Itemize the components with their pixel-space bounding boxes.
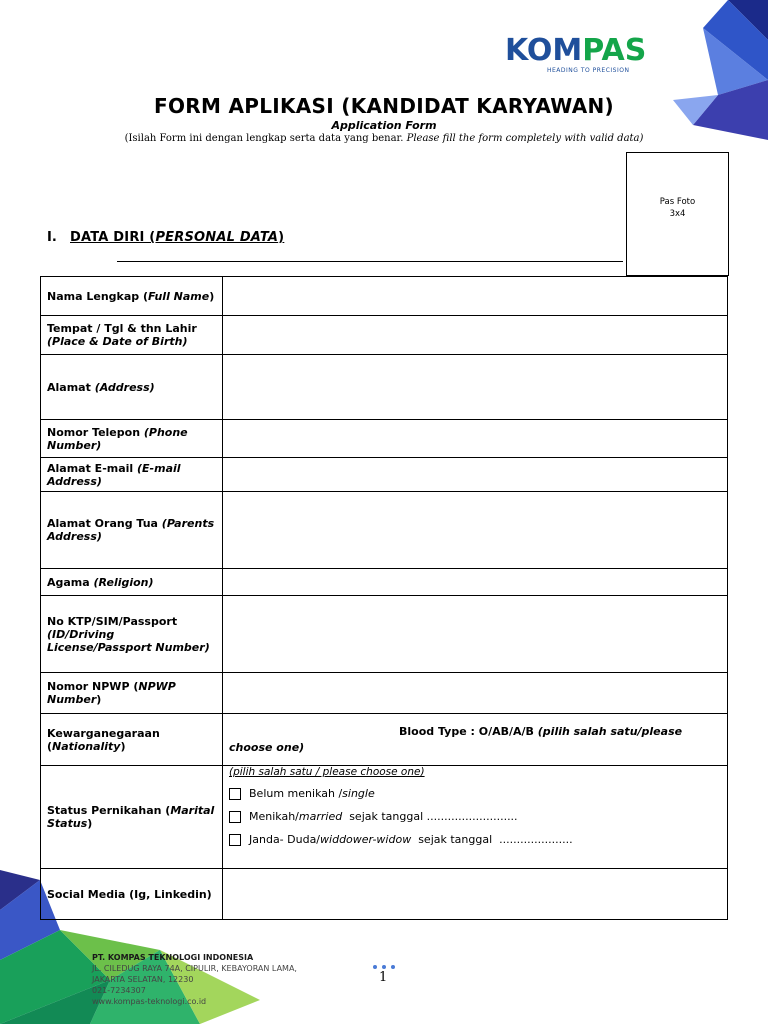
field-label: Nomor Telepon (Phone Number) [41,420,223,458]
full-name-field[interactable] [223,277,728,316]
footer-line: 021-7234307 [92,986,146,995]
footer-company: PT. KOMPAS TEKNOLOGI INDONESIA [92,953,254,962]
logo-text: PAS [582,33,647,68]
footer-line: JL. CILEDUG RAYA 74A, CIPULIR, KEBAYORAN LAMA, [92,964,297,973]
form-instruction [0,133,768,144]
marital-option-widowed[interactable]: Janda- Duda/ widdower-widow sejak tanggal ..................... [229,833,721,846]
religion-field[interactable] [223,569,728,596]
field-label: Alamat E-mail (E-mail Address) [41,458,223,492]
footer-address [92,952,297,1007]
nationality-field[interactable] [223,714,728,766]
table-row [41,420,728,458]
table-row [41,596,728,673]
page-number: 1 [379,970,388,985]
field-label: Status Pernikahan (Marital Status) [41,766,223,869]
marital-hint: (pilih salah satu / please choose one) [229,766,425,778]
table-row [41,869,728,920]
email-field[interactable] [223,458,728,492]
field-label: Social Media (Ig, Linkedin) [41,869,223,920]
checkbox[interactable] [229,811,241,823]
field-label: Nama Lengkap (Full Name) [41,277,223,316]
instruction-id: (Isilah Form ini dengan lengkap serta data yang benar. [124,133,407,144]
checkbox[interactable] [229,834,241,846]
table-row [41,458,728,492]
photo-label-line: 3x4 [669,209,686,219]
field-label: Alamat (Address) [41,355,223,420]
field-label: Tempat / Tgl & thn Lahir (Place & Date of Birth) [41,316,223,355]
logo-text: KOM [505,33,583,68]
parents-address-field[interactable] [223,492,728,569]
blood-type-label [229,724,721,756]
section-title [70,230,284,245]
table-row [41,355,728,420]
personal-data-table [40,276,728,920]
checkbox[interactable] [229,788,241,800]
social-media-field[interactable] [223,869,728,920]
marital-option-married[interactable]: Menikah/ married sejak tanggal .......................... [229,810,721,823]
field-label: Agama (Religion) [41,569,223,596]
page-subtitle: Application Form [331,119,437,132]
npwp-field[interactable] [223,673,728,714]
table-row [41,766,728,869]
footer-line: JAKARTA SELATAN, 12230 [92,975,194,984]
table-row [41,277,728,316]
table-row [41,714,728,766]
birth-place-date-field[interactable] [223,316,728,355]
company-logo [505,33,690,76]
field-label: No KTP/SIM/Passport (ID/Driving License/Passport Number) [41,596,223,673]
field-label: Kewarganegaraan (Nationality) [41,714,223,766]
section-title-text: ) [278,230,285,245]
instruction-en: Please fill the form completely with valid data) [406,133,644,144]
table-row [41,569,728,596]
marital-option-single[interactable]: Belum menikah / single [229,787,721,800]
photo-label [627,196,728,220]
logo-tagline: HEADING TO PRECISION [547,67,630,74]
section-title-text: DATA DIRI ( [70,230,156,245]
field-label: Nomor NPWP (NPWP Number) [41,673,223,714]
blood-type-hint: (pilih salah satu/please choose one) [229,724,683,754]
divider [117,261,623,262]
phone-field[interactable] [223,420,728,458]
footer-line: www.kompas-teknologi.co.id [92,997,207,1006]
section-number: I. [47,230,57,245]
page-title: FORM APLIKASI (KANDIDAT KARYAWAN) [154,94,614,118]
table-row [41,492,728,569]
photo-label-line: Pas Foto [659,197,696,207]
marital-status-field [223,766,728,869]
id-number-field[interactable] [223,596,728,673]
blood-type-text: Blood Type : O/AB/A/B [399,724,538,738]
address-field[interactable] [223,355,728,420]
section-title-text: PERSONAL DATA [155,230,279,245]
table-row [41,316,728,355]
photo-box[interactable] [626,152,729,276]
field-label: Alamat Orang Tua (Parents Address) [41,492,223,569]
table-row [41,673,728,714]
